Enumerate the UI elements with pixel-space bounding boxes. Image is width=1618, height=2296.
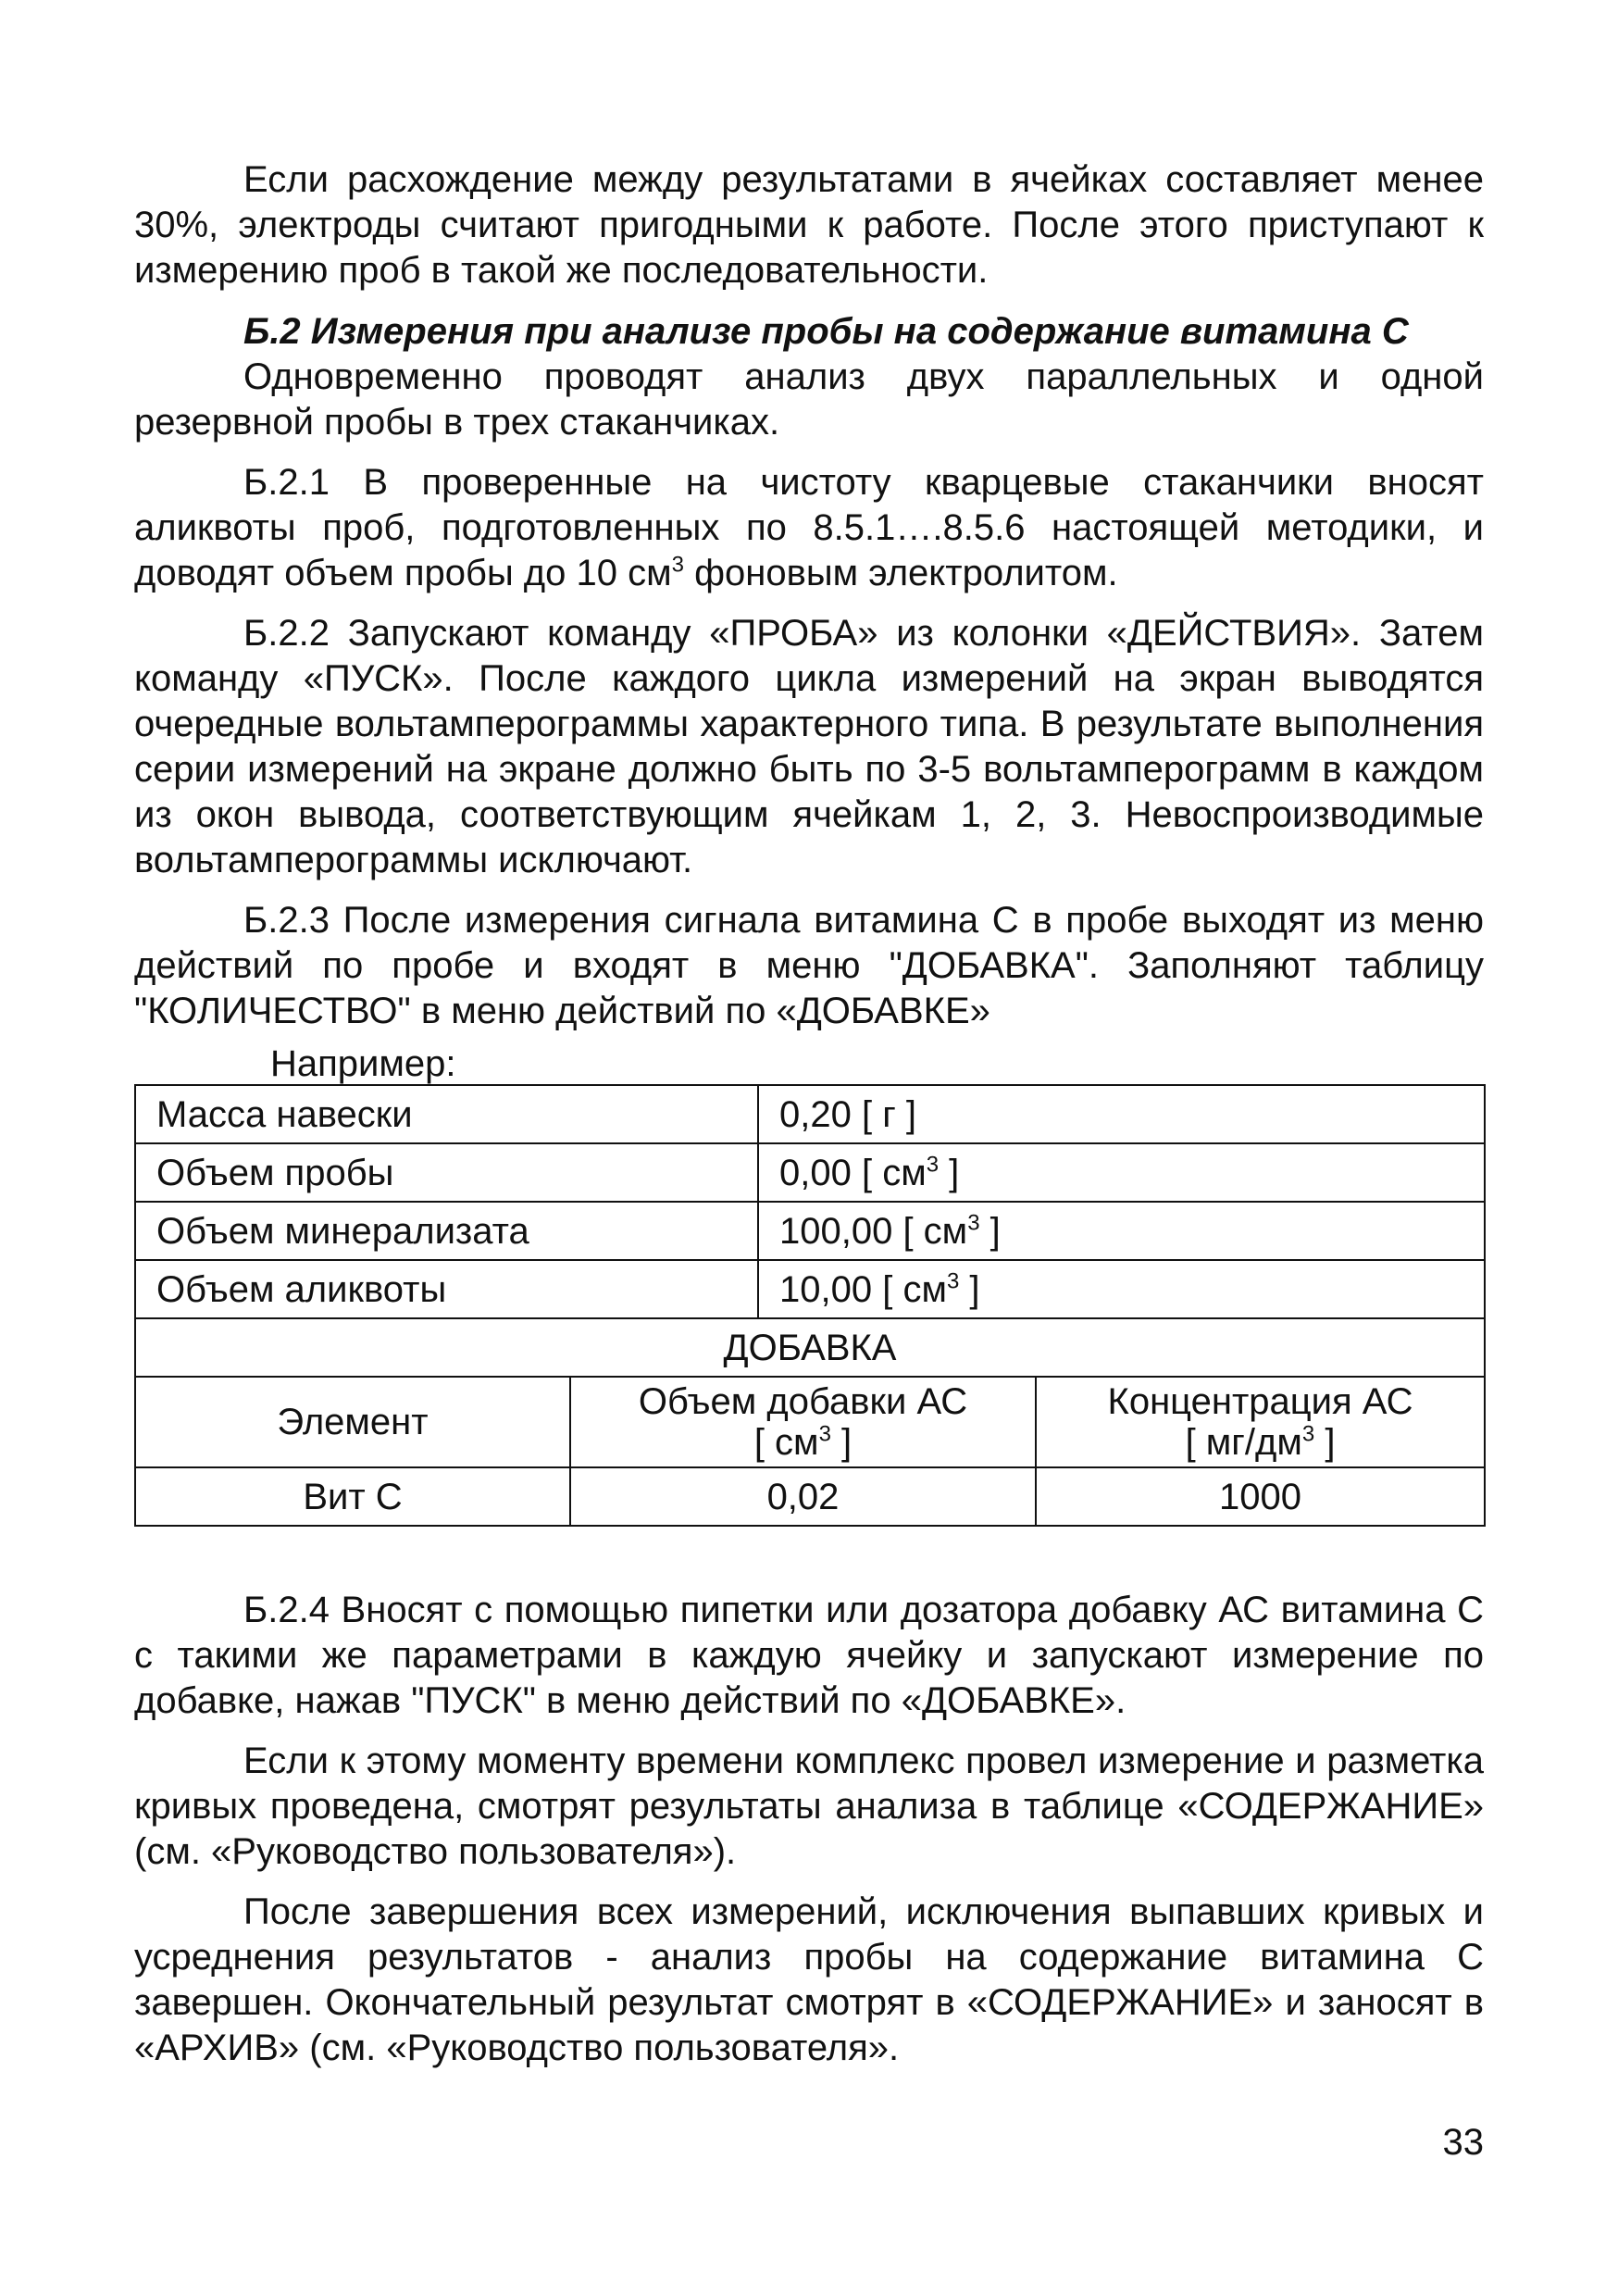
value-bracket: ] <box>959 1268 980 1310</box>
paragraph-b2-4: Б.2.4 Вносят с помощью пипетки или дозатора добавку АС витамина С с такими же параметрами в каждую ячейку и запускают измерение по добавке, нажав "ПУСК" в меню действий по «ДОБАВКЕ». <box>134 1590 1484 1721</box>
table-cell-value: 0,20 [ г ] <box>758 1085 1485 1143</box>
superscript-3: 3 <box>818 1421 831 1447</box>
table-cell-label: Объем аликвоты <box>135 1260 758 1318</box>
paragraph-b2-1 <box>134 460 1484 596</box>
table-cell-value <box>758 1260 1485 1318</box>
table-cell-label: Масса навески <box>135 1085 758 1143</box>
superscript-3: 3 <box>1301 1421 1315 1447</box>
section-heading-b2: Б.2 Измерения при анализе пробы на содержание витамина С <box>243 311 1409 352</box>
paragraph-electrode-check: Если расхождение между результатами в ячейках составляет менее 30%, электроды считают пригодными к работе. После этого приступают к измерению проб в такой же последовательности. <box>134 159 1484 291</box>
table-header-volume <box>570 1377 1036 1467</box>
header-bracket: ] <box>830 1422 853 1463</box>
table-section-title: ДОБАВКА <box>135 1318 1485 1377</box>
table-cell-element: Вит С <box>135 1467 570 1526</box>
header-unit: [ см <box>753 1422 819 1463</box>
page-number: 33 <box>1442 2122 1484 2163</box>
value-text: 0,00 [ см <box>779 1152 927 1193</box>
table-cell-label: Объем минерализата <box>135 1202 758 1260</box>
superscript-3: 3 <box>926 1152 940 1178</box>
table-row-mineralizate-volume <box>135 1202 1485 1260</box>
header-unit: [ мг/дм <box>1185 1422 1302 1463</box>
table-row-sample-volume <box>135 1143 1485 1202</box>
table-cell-value <box>758 1202 1485 1260</box>
table-row-additive-title <box>135 1318 1485 1377</box>
paragraph-b2-2: Б.2.2 Запускают команду «ПРОБА» из колонки «ДЕЙСТВИЯ». Затем команду «ПУСК». После каждого цикла измерений на экран выводятся очередные вольтамперограммы характерного типа. В результате выполнения серии измерений на экране должно быть по 3-5 вольтамперограмм в каждом из окон вывода, соответствующим ячейкам 1, 2, 3. Невоспроизводимые вольтамперограммы исключают. <box>134 613 1484 880</box>
document-page <box>134 157 1484 2071</box>
table-row-additive-headers <box>135 1377 1485 1467</box>
value-bracket: ] <box>979 1210 1001 1252</box>
table-row-sample-mass <box>135 1085 1485 1143</box>
paragraph-b2-1-tail: фоновым электролитом. <box>683 553 1118 593</box>
table-cell-value <box>758 1143 1485 1202</box>
header-bracket: ] <box>1314 1422 1336 1463</box>
table-cell-concentration: 1000 <box>1036 1467 1485 1526</box>
superscript-3: 3 <box>671 552 684 578</box>
table-row-vitamin-c <box>135 1467 1485 1526</box>
header-line: Объем добавки АС <box>638 1381 968 1422</box>
paragraph-completion: После завершения всех измерений, исключения выпавших кривых и усреднения результатов - анализ пробы на содержание витамина С завершен. Окончательный результат смотрят в «СОДЕРЖАНИЕ» и заносят в «АРХИВ» (см. «Руководство пользователя». <box>134 1891 1484 2068</box>
table-row-aliquot-volume <box>135 1260 1485 1318</box>
superscript-3: 3 <box>967 1210 980 1236</box>
paragraph-parallel-samples: Одновременно проводят анализ двух параллельных и одной резервной пробы в трех стаканчиках. <box>134 356 1484 443</box>
paragraph-b2-3: Б.2.3 После измерения сигнала витамина С в пробе выходят из меню действий по пробе и входят в меню "ДОБАВКА". Заполняют таблицу "КОЛИЧЕСТВО" в меню действий по «ДОБАВКЕ» <box>134 900 1484 1031</box>
superscript-3: 3 <box>946 1268 960 1294</box>
table-cell-volume: 0,02 <box>570 1467 1036 1526</box>
quantity-table <box>134 1084 1486 1527</box>
table-header-concentration <box>1036 1377 1485 1467</box>
paragraph-results-view: Если к этому моменту времени комплекс провел измерение и разметка кривых проведена, смотрят результаты анализа в таблице «СОДЕРЖАНИЕ» (см. «Руководство пользователя»). <box>134 1741 1484 1872</box>
header-line: Концентрация АС <box>1107 1381 1413 1422</box>
value-bracket: ] <box>939 1152 960 1193</box>
value-text: 10,00 [ см <box>779 1268 947 1310</box>
value-text: 100,00 [ см <box>779 1210 968 1252</box>
example-label: Например: <box>270 1043 456 1084</box>
table-header-element: Элемент <box>135 1377 570 1467</box>
table-cell-label: Объем пробы <box>135 1143 758 1202</box>
paragraph-b2-1-text: Б.2.1 В проверенные на чистоту кварцевые стаканчики вносят аликвоты проб, подготовленных по 8.5.1….8.5.6 настоящей методики, и доводят объем пробы до 10 см <box>134 462 1484 593</box>
